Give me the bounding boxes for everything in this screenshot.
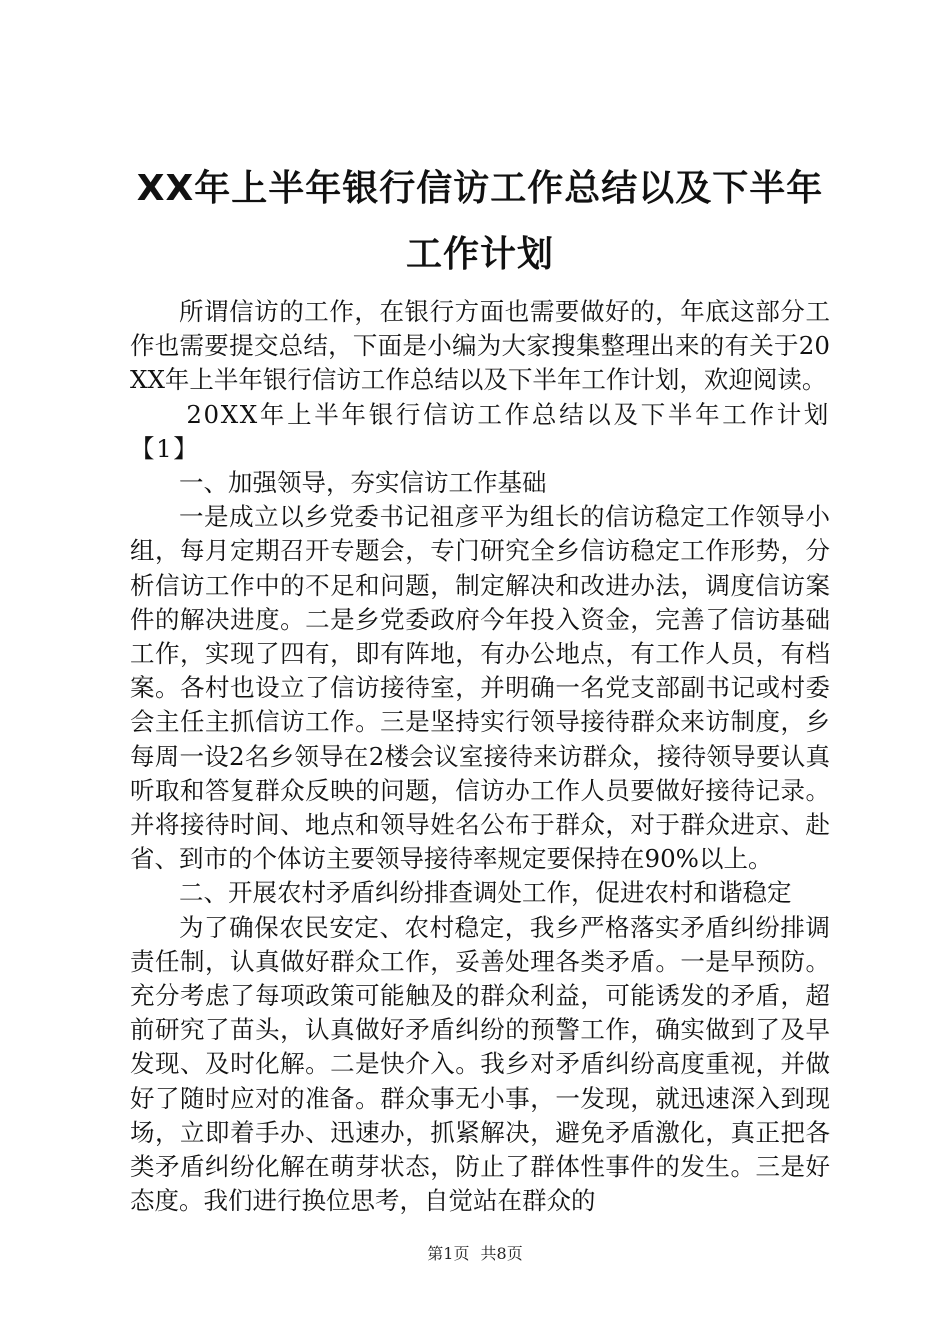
- body-paragraph-2: 为了确保农民安定、农村稳定，我乡严格落实矛盾纠纷排调责任制，认真做好群众工作，妥善处理各类矛盾。一是早预防。充分考虑了每项政策可能触及的群众利益，可能诱发的矛盾，超前研究了苗头，认真做好矛盾纠纷的预警工作，确实做到了及早发现、及时化解。二是快介入。我乡对矛盾纠纷高度重视，并做好了随时应对的准备。群众事无小事，一发现，就迅速深入到现场，立即着手办、迅速办，抓紧解决，避免矛盾激化，真正把各类矛盾纠纷化解在萌芽状态，防止了群体性事件的发生。三是好态度。我们进行换位思考，自觉站在群众的: [130, 912, 830, 1216]
- page-number: 第1页: [427, 1244, 470, 1263]
- document-title: XX年上半年银行信访工作总结以及下半年工作计划: [136, 168, 824, 275]
- section-heading-2: 二、开展农村矛盾纠纷排查调处工作，促进农村和谐稳定: [179, 878, 792, 908]
- intro-paragraph: 所谓信访的工作，在银行方面也需要做好的，年底这部分工作也需要提交总结，下面是小编为大家搜集整理出来的有关于20XX年上半年银行信访工作总结以及下半年工作计划，欢迎阅读。: [130, 297, 830, 395]
- section-subtitle: 20XX年上半年银行信访工作总结以及下半年工作计划【1】: [130, 399, 830, 463]
- section-heading-1: 一、加强领导，夯实信访工作基础: [179, 468, 547, 498]
- page-total: 共8页: [480, 1244, 523, 1263]
- page-footer: [0, 1242, 950, 1266]
- body-paragraph-1: 一是成立以乡党委书记祖彦平为组长的信访稳定工作领导小组，每月定期召开专题会，专门研究全乡信访稳定工作形势，分析信访工作中的不足和问题，制定解决和改进办法，调度信访案件的解决进度。二是乡党委政府今年投入资金，完善了信访基础工作，实现了四有，即有阵地，有办公地点，有工作人员，有档案。各村也设立了信访接待室，并明确一名党支部副书记或村委会主任主抓信访工作。三是坚持实行领导接待群众来访制度，乡每周一设2名乡领导在2楼会议室接待来访群众，接待领导要认真听取和答复群众反映的问题，信访办工作人员要做好接待记录。并将接待时间、地点和领导姓名公布于群众，对于群众进京、赴省、到市的个体访主要领导接待率规定要保持在90%以上。: [130, 502, 830, 874]
- document-body: [130, 295, 830, 1218]
